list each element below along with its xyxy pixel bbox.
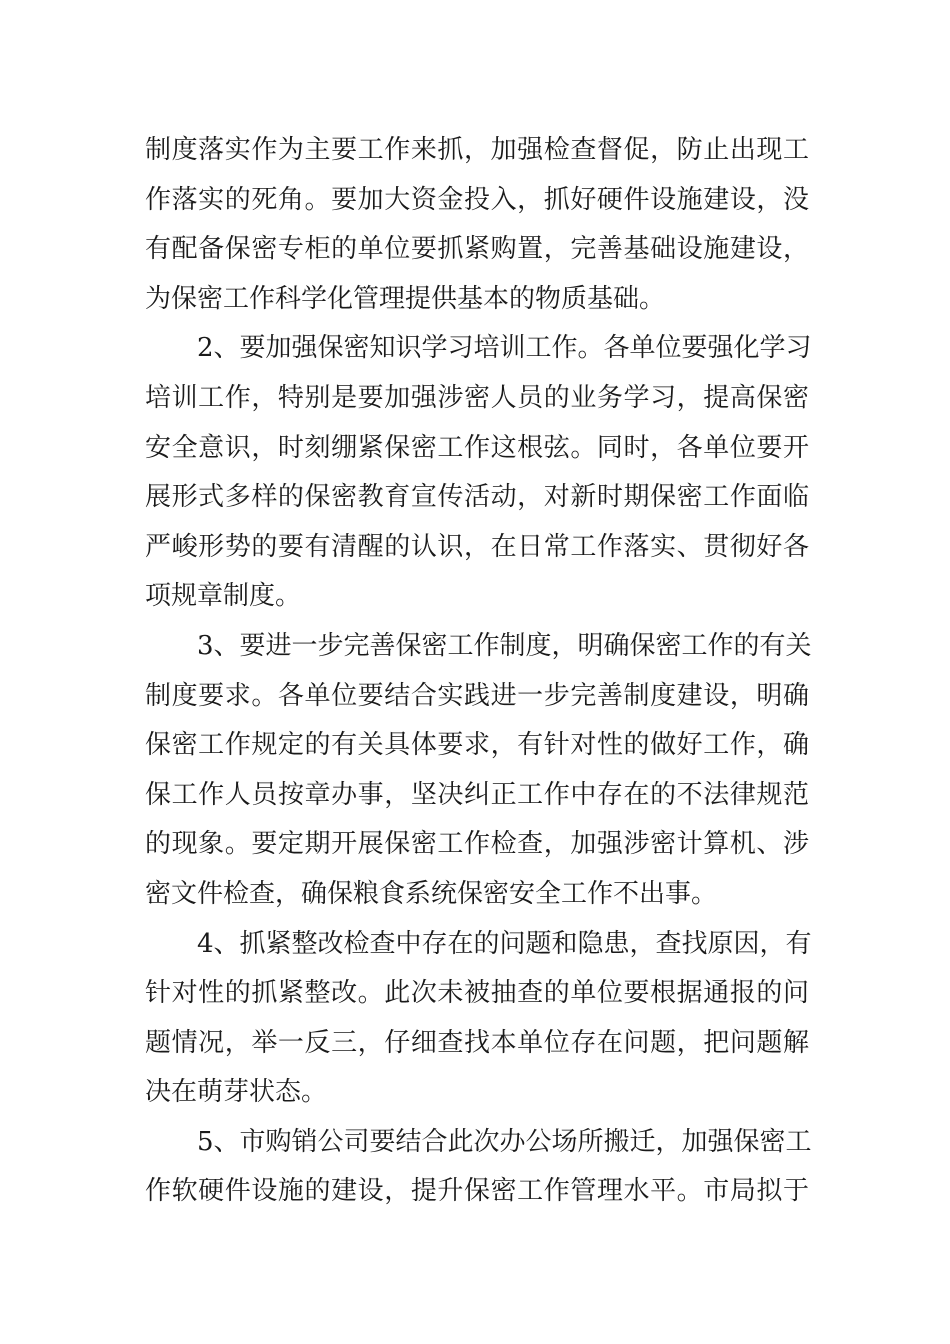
text-line: 5、市购销公司要结合此次办公场所搬迁，加强保密工: [197, 1126, 812, 1157]
text-line: 3、要进一步完善保密工作制度，明确保密工作的有关: [197, 630, 812, 661]
text-line: 4、抓紧整改检查中存在的问题和隐患，查找原因，有: [197, 928, 812, 959]
text-line: 的现象。要定期开展保密工作检查，加强涉密计算机、涉: [145, 829, 809, 860]
text-line: 针对性的抓紧整改。此次未被抽查的单位要根据通报的问: [145, 978, 809, 1009]
text-line: 决在萌芽状态。: [145, 1077, 328, 1108]
document-body: [145, 126, 812, 1217]
text-line: 密文件检查，确保粮食系统保密安全工作不出事。: [145, 878, 718, 909]
text-line: 安全意识，时刻绷紧保密工作这根弦。同时，各单位要开: [145, 432, 809, 463]
text-line: 项规章制度。: [145, 581, 302, 612]
text-line: 展形式多样的保密教育宣传活动，对新时期保密工作面临: [145, 482, 809, 513]
text-line: 作软硬件设施的建设，提升保密工作管理水平。市局拟于: [145, 1176, 809, 1207]
text-line: 保工作人员按章办事，坚决纠正工作中存在的不法律规范: [145, 779, 809, 810]
text-line: 保密工作规定的有关具体要求，有针对性的做好工作，确: [145, 730, 809, 761]
text-line: 为保密工作科学化管理提供基本的物质基础。: [145, 283, 666, 314]
text-line: 题情况，举一反三，仔细查找本单位存在问题，把问题解: [145, 1027, 809, 1058]
text-line: 制度落实作为主要工作来抓，加强检查督促，防止出现工: [145, 135, 809, 165]
text-line: 作落实的死角。要加大资金投入，抓好硬件设施建设，没: [145, 184, 809, 215]
text-line: 2、要加强保密知识学习培训工作。各单位要强化学习: [197, 333, 812, 364]
text-line: 有配备保密专柜的单位要抓紧购置，完善基础设施建设，: [145, 234, 809, 265]
text-line: 培训工作，特别是要加强涉密人员的业务学习，提高保密: [145, 382, 809, 413]
text-line: 制度要求。各单位要结合实践进一步完善制度建设，明确: [145, 680, 809, 711]
text-line: 严峻形势的要有清醒的认识，在日常工作落实、贯彻好各: [145, 531, 809, 562]
